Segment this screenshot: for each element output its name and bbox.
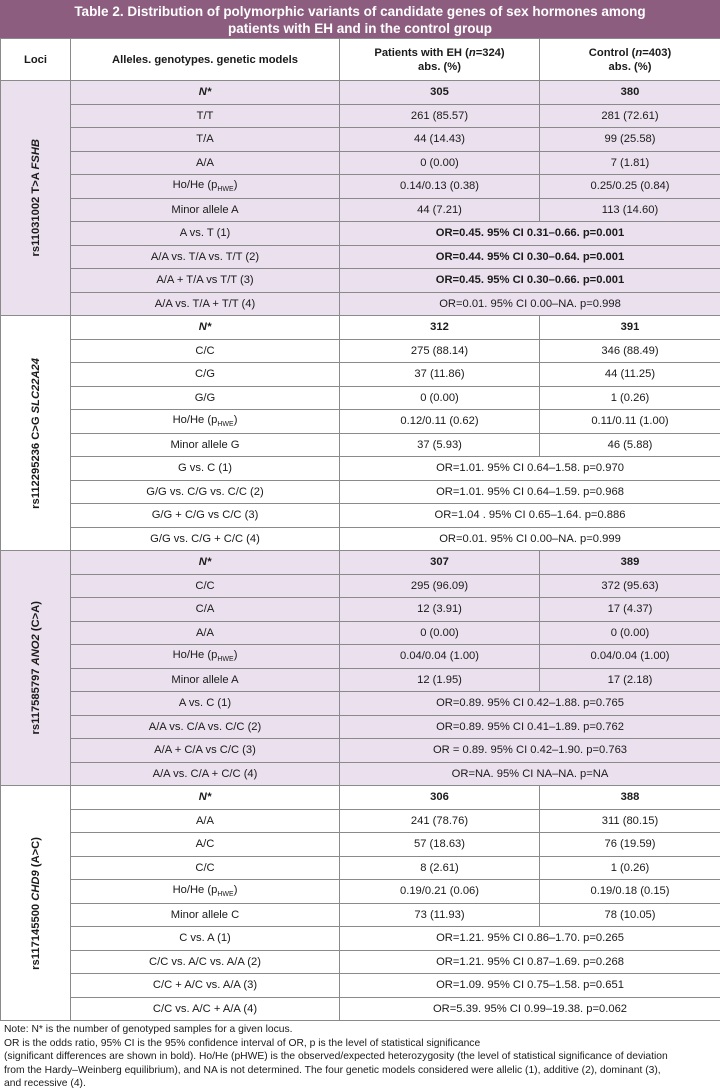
control-value: 0.19/0.18 (0.15) [540, 880, 720, 904]
eh-value: 44 (7.21) [340, 198, 540, 222]
control-value: 1 (0.26) [540, 386, 720, 410]
eh-value: 37 (11.86) [340, 363, 540, 387]
odds-ratio-cell: OR=0.89. 95% CI 0.41–1.89. p=0.762 [340, 715, 720, 739]
locus-cell [1, 316, 71, 551]
odds-ratio-cell: OR=0.01. 95% CI 0.00–NA. p=0.999 [340, 527, 720, 551]
eh-value: 261 (85.57) [340, 104, 540, 128]
eh-value: 44 (14.43) [340, 128, 540, 152]
control-value: 76 (19.59) [540, 833, 720, 857]
control-value: 44 (11.25) [540, 363, 720, 387]
locus-label: rs117585797 ANO2 (C>A) [30, 601, 42, 734]
row-label: N* [71, 81, 340, 105]
row-label: G vs. C (1) [71, 457, 340, 481]
table-row [1, 950, 720, 974]
odds-ratio-cell: OR=0.45. 95% CI 0.30–0.66. p=0.001 [340, 269, 720, 293]
table-row [1, 739, 720, 763]
control-value: 113 (14.60) [540, 198, 720, 222]
row-label: N* [71, 786, 340, 810]
table-row [1, 997, 720, 1021]
control-value: 380 [540, 81, 720, 105]
odds-ratio-cell: OR=0.01. 95% CI 0.00–NA. p=0.998 [340, 292, 720, 316]
row-label: A vs. C (1) [71, 692, 340, 716]
row-label: A vs. T (1) [71, 222, 340, 246]
control-value: 17 (2.18) [540, 668, 720, 692]
odds-ratio-cell: OR=0.44. 95% CI 0.30–0.64. p=0.001 [340, 245, 720, 269]
locus-cell [1, 786, 71, 1021]
row-label: A/A [71, 151, 340, 175]
table-row [1, 316, 720, 340]
table-row [1, 903, 720, 927]
table-row [1, 363, 720, 387]
eh-value: 0.12/0.11 (0.62) [340, 410, 540, 434]
eh-value: 37 (5.93) [340, 433, 540, 457]
table-row [1, 386, 720, 410]
table-row [1, 222, 720, 246]
eh-value: 0.14/0.13 (0.38) [340, 175, 540, 199]
odds-ratio-cell: OR=1.01. 95% CI 0.64–1.58. p=0.970 [340, 457, 720, 481]
row-label: Minor allele A [71, 198, 340, 222]
control-value: 46 (5.88) [540, 433, 720, 457]
table-row [1, 598, 720, 622]
control-value: 311 (80.15) [540, 809, 720, 833]
table-row [1, 809, 720, 833]
eh-value: 8 (2.61) [340, 856, 540, 880]
row-label: A/A [71, 809, 340, 833]
row-label: Minor allele G [71, 433, 340, 457]
header-eh: Patients with EH (n=324) abs. (%) [340, 39, 540, 81]
table-row [1, 692, 720, 716]
table-row [1, 880, 720, 904]
note-line-5: and recessive (4). [4, 1077, 716, 1091]
table-row [1, 151, 720, 175]
table-row [1, 504, 720, 528]
table-row [1, 856, 720, 880]
control-value: 99 (25.58) [540, 128, 720, 152]
control-value: 391 [540, 316, 720, 340]
row-label: C/A [71, 598, 340, 622]
table-row [1, 339, 720, 363]
table-row [1, 245, 720, 269]
header-control: Control (n=403) abs. (%) [540, 39, 720, 81]
odds-ratio-cell: OR=0.45. 95% CI 0.31–0.66. p=0.001 [340, 222, 720, 246]
row-label: A/A vs. C/A vs. C/C (2) [71, 715, 340, 739]
row-label: Minor allele A [71, 668, 340, 692]
table-row [1, 645, 720, 669]
row-label: C/C vs. A/C vs. A/A (2) [71, 950, 340, 974]
note-line-3: (significant differences are shown in bold). Ho/He (pHWE) is the observed/expected heterozygosity (the level of statistical significance of deviation [4, 1050, 716, 1064]
note-line-1: Note: N* is the number of genotyped samples for a given locus. [4, 1023, 716, 1037]
row-label: Ho/He $(p_{HWE})$ [71, 175, 340, 199]
row-label: A/A vs. T/A + T/T (4) [71, 292, 340, 316]
table-row [1, 927, 720, 951]
control-value: 78 (10.05) [540, 903, 720, 927]
odds-ratio-cell: OR=1.09. 95% CI 0.75–1.58. p=0.651 [340, 974, 720, 998]
header-alleles: Alleles. genotypes. genetic models [71, 39, 340, 81]
table-row [1, 128, 720, 152]
title-line-1: Table 2. Distribution of polymorphic variants of candidate genes of sex hormones among [0, 3, 720, 20]
row-label: C/C + A/C vs. A/A (3) [71, 974, 340, 998]
header-loci: Loci [1, 39, 71, 81]
table-row [1, 668, 720, 692]
row-label: A/A + C/A vs C/C (3) [71, 739, 340, 763]
row-label: N* [71, 316, 340, 340]
table-title [0, 0, 720, 38]
table-row [1, 433, 720, 457]
eh-value: 12 (1.95) [340, 668, 540, 692]
odds-ratio-cell: OR=0.89. 95% CI 0.42–1.88. p=0.765 [340, 692, 720, 716]
control-value: 281 (72.61) [540, 104, 720, 128]
row-label: T/T [71, 104, 340, 128]
odds-ratio-cell: OR=1.01. 95% CI 0.64–1.59. p=0.968 [340, 480, 720, 504]
control-value: 0.25/0.25 (0.84) [540, 175, 720, 199]
eh-value: 312 [340, 316, 540, 340]
eh-value: 0 (0.00) [340, 621, 540, 645]
data-table [0, 38, 720, 1021]
row-label: A/A vs. C/A + C/C (4) [71, 762, 340, 786]
eh-value: 0 (0.00) [340, 151, 540, 175]
table-row [1, 715, 720, 739]
table-row [1, 175, 720, 199]
odds-ratio-cell: OR=NA. 95% CI NA–NA. p=NA [340, 762, 720, 786]
odds-ratio-cell: OR = 0.89. 95% CI 0.42–1.90. p=0.763 [340, 739, 720, 763]
row-label: A/C [71, 833, 340, 857]
table-row [1, 786, 720, 810]
row-label: G/G + C/G vs C/C (3) [71, 504, 340, 528]
eh-value: 12 (3.91) [340, 598, 540, 622]
control-value: 388 [540, 786, 720, 810]
eh-value: 305 [340, 81, 540, 105]
row-label: Ho/He $(p_{HWE})$ [71, 410, 340, 434]
control-value: 17 (4.37) [540, 598, 720, 622]
row-label: Ho/He $(p_{HWE})$ [71, 880, 340, 904]
control-value: 0.11/0.11 (1.00) [540, 410, 720, 434]
eh-value: 307 [340, 551, 540, 575]
eh-value: 57 (18.63) [340, 833, 540, 857]
row-label: C/C vs. A/C + A/A (4) [71, 997, 340, 1021]
locus-label: rs112295236 C>G SLC22A24 [30, 358, 42, 509]
row-label: T/A [71, 128, 340, 152]
locus-label: rs11031002 T>A FSHB [30, 139, 42, 256]
locus-cell [1, 551, 71, 786]
row-label: G/G [71, 386, 340, 410]
table-row [1, 833, 720, 857]
table-row [1, 81, 720, 105]
row-label: C/G [71, 363, 340, 387]
control-value: 0 (0.00) [540, 621, 720, 645]
eh-value: 0.19/0.21 (0.06) [340, 880, 540, 904]
eh-value: 306 [340, 786, 540, 810]
table-row [1, 527, 720, 551]
table-row [1, 410, 720, 434]
odds-ratio-cell: OR=5.39. 95% CI 0.99–19.38. p=0.062 [340, 997, 720, 1021]
eh-value: 0.04/0.04 (1.00) [340, 645, 540, 669]
odds-ratio-cell: OR=1.21. 95% CI 0.86–1.70. p=0.265 [340, 927, 720, 951]
locus-label: rs117145500 CHD9 (A>C) [30, 837, 42, 970]
table-row [1, 551, 720, 575]
control-value: 0.04/0.04 (1.00) [540, 645, 720, 669]
row-label: G/G vs. C/G vs. C/C (2) [71, 480, 340, 504]
row-label: Ho/He $(p_{HWE})$ [71, 645, 340, 669]
note-line-2: OR is the odds ratio, 95% CI is the 95% confidence interval of OR, p is the level of statistical significance [4, 1037, 716, 1051]
row-label: A/A + T/A vs T/T (3) [71, 269, 340, 293]
control-value: 389 [540, 551, 720, 575]
row-label: C/C [71, 339, 340, 363]
eh-value: 0 (0.00) [340, 386, 540, 410]
row-label: C/C [71, 856, 340, 880]
table-row [1, 480, 720, 504]
odds-ratio-cell: OR=1.04 . 95% CI 0.65–1.64. p=0.886 [340, 504, 720, 528]
row-label: C/C [71, 574, 340, 598]
table-row [1, 292, 720, 316]
row-label: A/A vs. T/A vs. T/T (2) [71, 245, 340, 269]
eh-value: 241 (78.76) [340, 809, 540, 833]
note-line-4: from the Hardy–Weinberg equilibrium), and NA is not determined. The four genetic models considered were allelic (1), additive (2), dominant (3), [4, 1064, 716, 1078]
table-row [1, 198, 720, 222]
table-row [1, 762, 720, 786]
control-value: 346 (88.49) [540, 339, 720, 363]
row-label: G/G vs. C/G + C/C (4) [71, 527, 340, 551]
eh-value: 275 (88.14) [340, 339, 540, 363]
eh-value: 295 (96.09) [340, 574, 540, 598]
odds-ratio-cell: OR=1.21. 95% CI 0.87–1.69. p=0.268 [340, 950, 720, 974]
table-row [1, 104, 720, 128]
table-body [1, 81, 720, 1021]
row-label: A/A [71, 621, 340, 645]
table-row [1, 574, 720, 598]
row-label: Minor allele C [71, 903, 340, 927]
locus-cell [1, 81, 71, 316]
eh-value: 73 (11.93) [340, 903, 540, 927]
header-row [1, 39, 720, 81]
row-label: N* [71, 551, 340, 575]
table-row [1, 621, 720, 645]
table-row [1, 269, 720, 293]
control-value: 7 (1.81) [540, 151, 720, 175]
control-value: 1 (0.26) [540, 856, 720, 880]
row-label: C vs. A (1) [71, 927, 340, 951]
title-line-2: patients with EH and in the control group [0, 20, 720, 37]
table-row [1, 457, 720, 481]
table-note [0, 1021, 720, 1091]
control-value: 372 (95.63) [540, 574, 720, 598]
table-row [1, 974, 720, 998]
